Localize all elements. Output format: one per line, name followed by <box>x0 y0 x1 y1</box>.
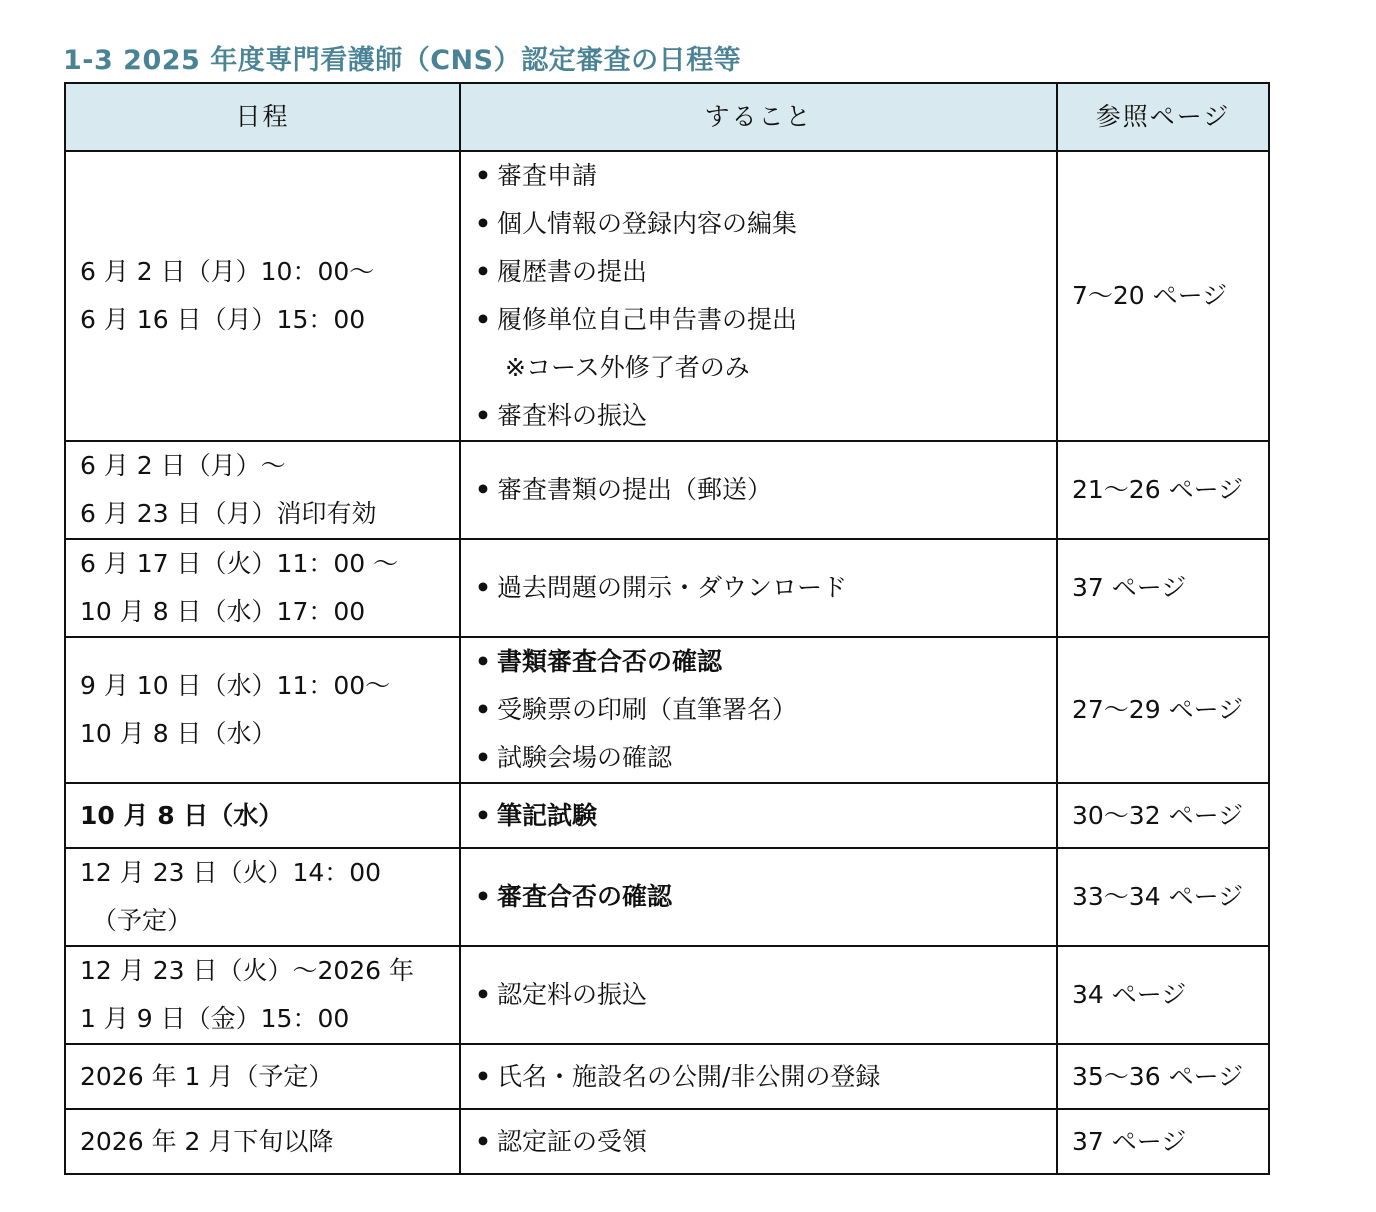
task-item: • 認定証の受領 <box>475 1118 1042 1166</box>
date-line: 9 月 10 日（水）11：00〜 <box>80 671 391 700</box>
table-row <box>65 441 1269 539</box>
date-cell <box>65 637 460 783</box>
date-line: 10 月 8 日（水）17：00 <box>80 597 366 626</box>
section-title: 1-3 2025 年度専門看護師（CNS）認定審査の日程等 <box>63 45 742 76</box>
ref-cell: 37 ページ <box>1057 539 1269 637</box>
ref-cell: 37 ページ <box>1057 1109 1269 1174</box>
date-line: 2026 年 2 月下旬以降 <box>80 1126 334 1156</box>
date-cell <box>65 783 460 848</box>
date-line: 12 月 23 日（火）14：00 <box>80 858 382 887</box>
task-item: • 履修単位自己申告書の提出 <box>475 296 1042 344</box>
task-item: • 個人情報の登録内容の編集 <box>475 200 1042 248</box>
task-cell <box>460 637 1057 783</box>
date-line: 1 月 9 日（金）15：00 <box>80 1004 350 1033</box>
header-date: 日程 <box>65 83 460 151</box>
date-cell <box>65 1044 460 1109</box>
date-line: 6 月 17 日（火）11：00 〜 <box>80 549 399 578</box>
task-item: • 審査料の振込 <box>475 392 1042 440</box>
date-cell <box>65 1109 460 1174</box>
task-item: • 受験票の印刷（直筆署名） <box>475 686 1042 734</box>
task-note: ※コース外修了者のみ <box>505 353 750 382</box>
table-row <box>65 946 1269 1044</box>
task-item: • 書類審査合否の確認 <box>475 638 1042 686</box>
task-cell <box>460 848 1057 946</box>
task-cell <box>460 1109 1057 1174</box>
ref-cell: 33〜34 ページ <box>1057 848 1269 946</box>
header-task: すること <box>460 83 1057 151</box>
task-cell <box>460 539 1057 637</box>
ref-cell: 30〜32 ページ <box>1057 783 1269 848</box>
table-row <box>65 1109 1269 1174</box>
ref-cell: 21〜26 ページ <box>1057 441 1269 539</box>
task-item: • 履歴書の提出 <box>475 248 1042 296</box>
task-cell <box>460 946 1057 1044</box>
task-item: • 過去問題の開示・ダウンロード <box>475 564 1042 612</box>
date-line: 6 月 16 日（月）15：00 <box>80 305 366 334</box>
table-row <box>65 539 1269 637</box>
date-cell <box>65 539 460 637</box>
task-cell <box>460 441 1057 539</box>
ref-cell: 27〜29 ページ <box>1057 637 1269 783</box>
task-item: • 試験会場の確認 <box>475 734 1042 782</box>
ref-cell: 35〜36 ページ <box>1057 1044 1269 1109</box>
table-row <box>65 151 1269 441</box>
ref-cell: 34 ページ <box>1057 946 1269 1044</box>
date-line: 6 月 23 日（月）消印有効 <box>80 499 377 528</box>
date-line: 6 月 2 日（月）10：00〜 <box>80 257 375 286</box>
table-row <box>65 783 1269 848</box>
task-cell <box>460 783 1057 848</box>
task-item: • 審査合否の確認 <box>475 873 1042 921</box>
task-item: • 認定料の振込 <box>475 971 1042 1019</box>
table-row <box>65 848 1269 946</box>
task-item: • 筆記試験 <box>475 792 1042 840</box>
task-cell <box>460 1044 1057 1109</box>
date-cell <box>65 441 460 539</box>
date-line: 2026 年 1 月（予定） <box>80 1061 334 1091</box>
date-line: 10 月 8 日（水） <box>80 800 284 830</box>
task-item: • 審査書類の提出（郵送） <box>475 466 1042 514</box>
date-line: （予定） <box>92 906 193 935</box>
table-header-row <box>65 83 1269 151</box>
task-cell <box>460 151 1057 441</box>
task-item: • 審査申請 <box>475 152 1042 200</box>
table-row <box>65 1044 1269 1109</box>
date-line: 6 月 2 日（月）〜 <box>80 451 286 480</box>
ref-cell: 7〜20 ページ <box>1057 151 1269 441</box>
task-item: • 氏名・施設名の公開/非公開の登録 <box>475 1053 1042 1101</box>
date-cell <box>65 151 460 441</box>
date-line: 12 月 23 日（火）〜2026 年 <box>80 956 415 985</box>
schedule-table <box>64 82 1270 1175</box>
table-row <box>65 637 1269 783</box>
date-line: 10 月 8 日（水） <box>80 719 277 748</box>
header-ref: 参照ページ <box>1057 83 1269 151</box>
date-cell <box>65 848 460 946</box>
date-cell <box>65 946 460 1044</box>
